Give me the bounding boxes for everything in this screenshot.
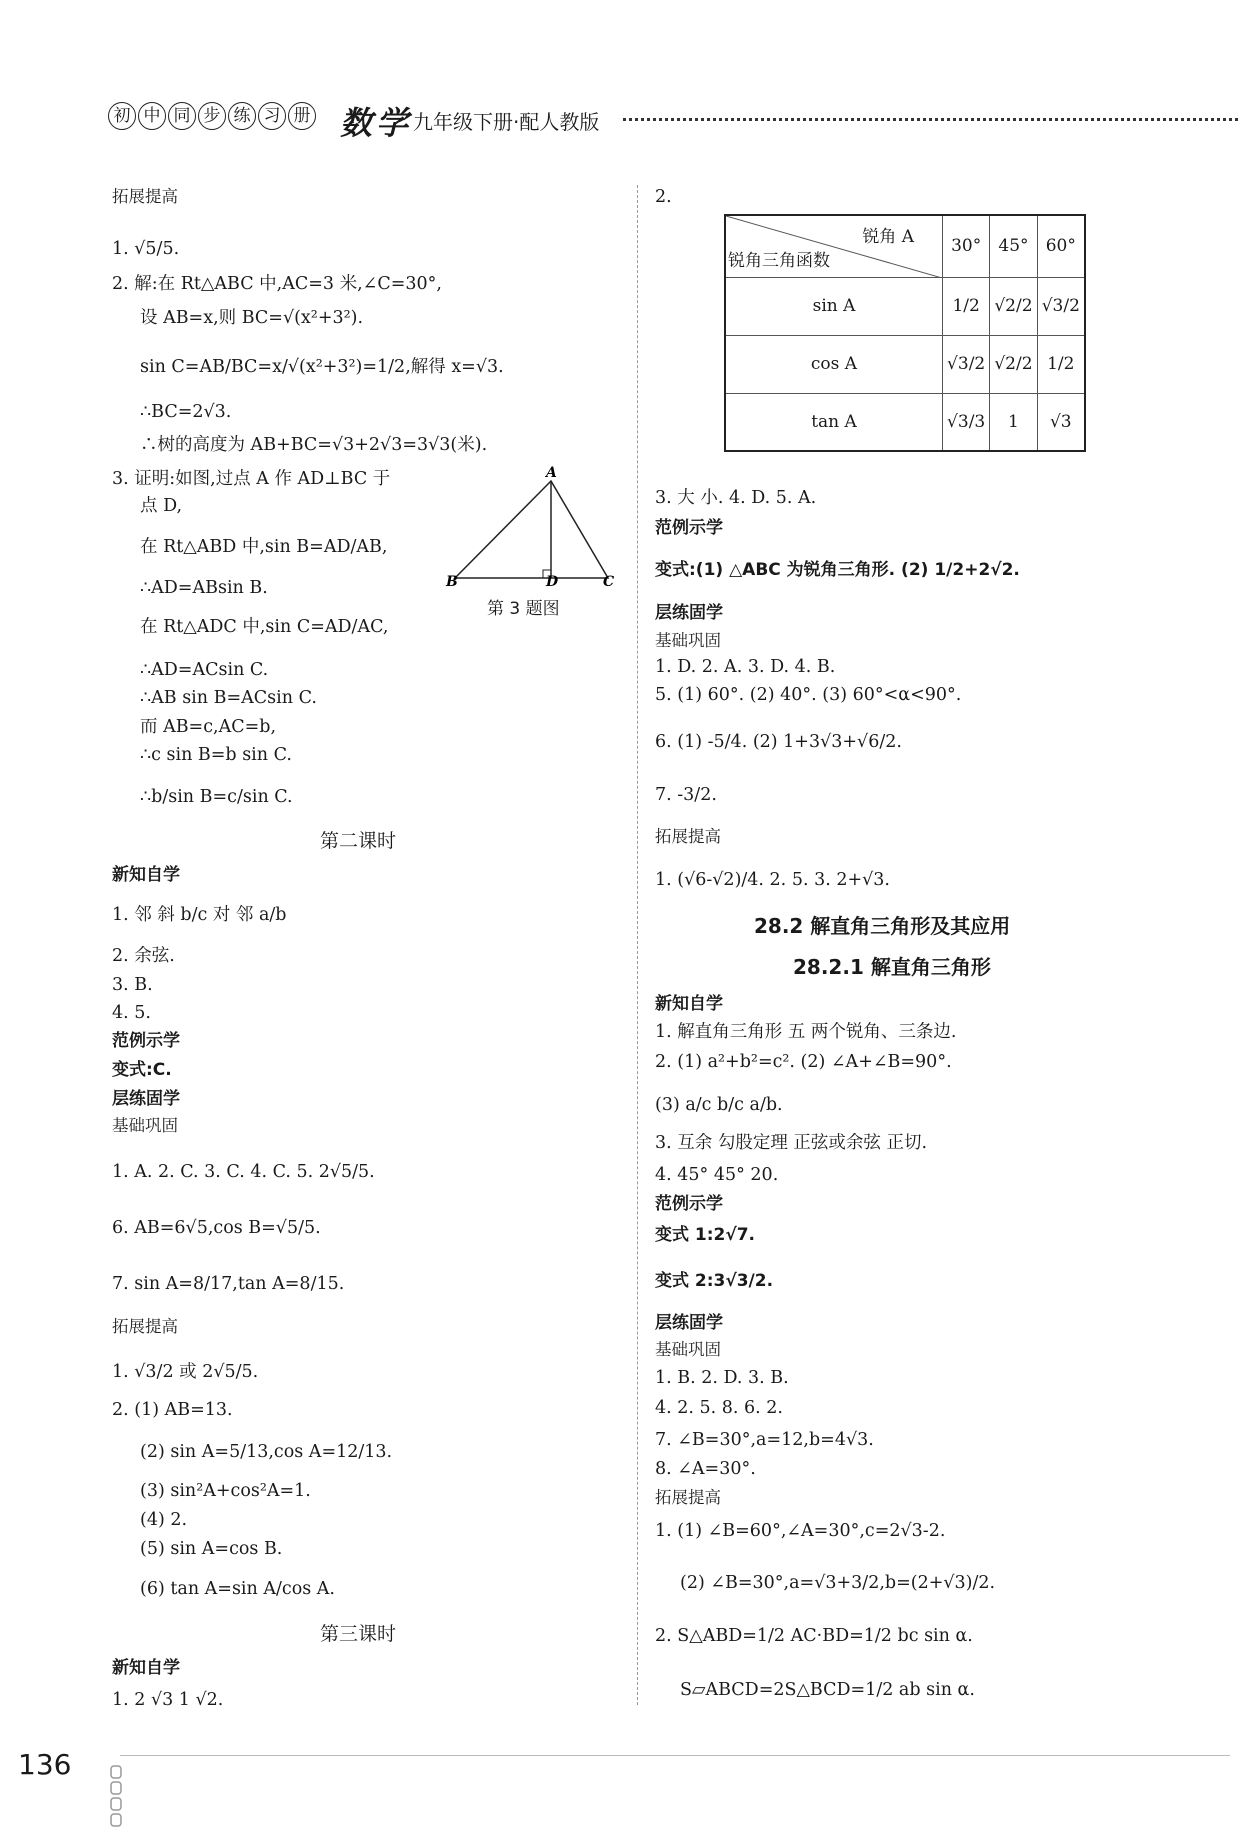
answer-line: 在 Rt△ABD 中,sin B=AD/AB, <box>140 537 388 557</box>
label-d: D <box>546 574 559 586</box>
column-divider <box>637 185 638 1705</box>
table-cell: 1 <box>990 393 1037 451</box>
answer-line: 变式 1:2√7. <box>655 1225 755 1245</box>
answer-line: 设 AB=x,则 BC=√(x²+3²). <box>140 308 364 328</box>
answer-line: 新知自学 <box>112 865 180 885</box>
answer-line: 4. 2. 5. 8. 6. 2. <box>655 1398 783 1418</box>
series-char: 中 <box>138 102 166 130</box>
answer-line: 2. S△ABD=1/2 AC·BD=1/2 bc sin α. <box>655 1626 973 1646</box>
answer-line: 1. 2 √3 1 √2. <box>112 1690 224 1710</box>
answer-line: 拓展提高 <box>112 1317 178 1336</box>
answer-line: 28.2.1 解直角三角形 <box>793 955 991 979</box>
answer-line: 范例示学 <box>655 1194 723 1214</box>
answer-line: 范例示学 <box>112 1031 180 1051</box>
page-number: 136 <box>18 1748 72 1781</box>
answer-line: 1. A. 2. C. 3. C. 4. C. 5. 2√5/5. <box>112 1162 375 1182</box>
answer-line: 1. √5/5. <box>112 239 180 259</box>
answer-line: 4. 45° 45° 20. <box>655 1165 779 1185</box>
series-title <box>108 102 316 130</box>
label-b: B <box>446 574 458 586</box>
answer-line: 点 D, <box>140 496 183 516</box>
answer-line: 2. <box>655 187 672 207</box>
answer-line: 6. (1) -5/4. (2) 1+3√3+√6/2. <box>655 732 902 752</box>
footer-ornament <box>109 1764 123 1834</box>
answer-line: 5. (1) 60°. (2) 40°. (3) 60°<α<90°. <box>655 685 962 705</box>
series-char: 练 <box>228 102 256 130</box>
answer-line: 3. 证明:如图,过点 A 作 AD⊥BC 于 <box>112 469 391 489</box>
answer-line: (3) sin²A+cos²A=1. <box>140 1481 311 1501</box>
answer-line: 7. sin A=8/17,tan A=8/15. <box>112 1274 345 1294</box>
answer-line: 6. AB=6√5,cos B=√5/5. <box>112 1218 321 1238</box>
table-cell: 1/2 <box>1037 335 1085 393</box>
answer-line: 基础巩固 <box>655 1340 721 1359</box>
footer-rule <box>120 1755 1230 1756</box>
series-char: 步 <box>198 102 226 130</box>
answer-line: 7. -3/2. <box>655 785 717 805</box>
answer-line: 1. 解直角三角形 五 两个锐角、三条边. <box>655 1022 957 1042</box>
answer-line: ∴b/sin B=c/sin C. <box>140 787 293 807</box>
subject-title: 数学 <box>340 104 413 142</box>
series-char: 册 <box>288 102 316 130</box>
answer-line: 基础巩固 <box>112 1116 178 1135</box>
answer-line: sin C=AB/BC=x/√(x²+3²)=1/2,解得 x=√3. <box>140 357 504 377</box>
answer-line: ∴AD=ABsin B. <box>140 578 268 598</box>
answer-line: ∴AD=ACsin C. <box>140 660 269 680</box>
series-char: 初 <box>108 102 136 130</box>
answer-line: (6) tan A=sin A/cos A. <box>140 1579 335 1599</box>
triangle-abc <box>455 481 608 578</box>
answer-line: 3. B. <box>112 975 153 995</box>
row-label: cos A <box>725 335 943 393</box>
answer-line: 变式:C. <box>112 1060 172 1080</box>
answer-line: 范例示学 <box>655 518 723 538</box>
table-cell: √3/2 <box>1037 277 1085 335</box>
answer-line: 层练固学 <box>112 1089 180 1109</box>
answer-line: ∴树的高度为 AB+BC=√3+2√3=3√3(米). <box>140 435 488 455</box>
answer-line: 第三课时 <box>320 1623 397 1645</box>
answer-line: ∴BC=2√3. <box>140 402 232 422</box>
table-cell: √3 <box>1037 393 1085 451</box>
answer-line: 8. ∠A=30°. <box>655 1459 756 1479</box>
header-dotted-rule <box>623 118 1238 121</box>
table-cell: √3/2 <box>943 335 990 393</box>
table-cell: 1/2 <box>943 277 990 335</box>
answer-line: 3. 大 小. 4. D. 5. A. <box>655 488 817 508</box>
grade-label: 九年级下册·配人教版 <box>413 110 600 134</box>
answer-line: (2) sin A=5/13,cos A=12/13. <box>140 1442 393 1462</box>
answer-line: 在 Rt△ADC 中,sin C=AD/AC, <box>140 617 389 637</box>
answer-line: 拓展提高 <box>655 1488 721 1507</box>
label-a: A <box>546 466 557 481</box>
trig-table <box>724 214 1086 452</box>
answer-line: 2. (1) a²+b²=c². (2) ∠A+∠B=90°. <box>655 1052 952 1072</box>
answer-line: 1. D. 2. A. 3. D. 4. B. <box>655 657 836 677</box>
table-cell: √2/2 <box>990 335 1037 393</box>
answer-line: 3. 互余 勾股定理 正弦或余弦 正切. <box>655 1133 928 1153</box>
table-corner <box>725 215 943 277</box>
answer-line: 2. (1) AB=13. <box>112 1400 233 1420</box>
row-label: tan A <box>725 393 943 451</box>
answer-line: 第二课时 <box>320 830 397 852</box>
series-char: 习 <box>258 102 286 130</box>
answer-line: 变式:(1) △ABC 为锐角三角形. (2) 1/2+2√2. <box>655 560 1020 580</box>
triangle-figure <box>440 466 620 586</box>
table-cell: √2/2 <box>990 277 1037 335</box>
figure-caption: 第 3 题图 <box>487 599 560 619</box>
angle-header: 45° <box>990 215 1037 277</box>
answer-line: 1. √3/2 或 2√5/5. <box>112 1362 259 1382</box>
row-label: sin A <box>725 277 943 335</box>
angle-header: 60° <box>1037 215 1085 277</box>
answer-line: 新知自学 <box>112 1658 180 1678</box>
answer-line: 1. B. 2. D. 3. B. <box>655 1368 789 1388</box>
answer-line: 拓展提高 <box>112 187 178 206</box>
answer-line: (5) sin A=cos B. <box>140 1539 283 1559</box>
answer-line: 1. (1) ∠B=60°,∠A=30°,c=2√3-2. <box>655 1521 946 1541</box>
answer-line: 1. 邻 斜 b/c 对 邻 a/b <box>112 905 287 925</box>
corner-top-label: 锐角 A <box>862 227 914 247</box>
answer-line: ∴AB sin B=ACsin C. <box>140 688 317 708</box>
answer-line: 而 AB=c,AC=b, <box>140 717 277 737</box>
answer-line: 拓展提高 <box>655 827 721 846</box>
answer-line: 28.2 解直角三角形及其应用 <box>754 914 1011 938</box>
answer-line: 变式 2:3√3/2. <box>655 1271 774 1291</box>
answer-line: 新知自学 <box>655 994 723 1014</box>
label-c: C <box>603 574 615 586</box>
answer-line: ∴c sin B=b sin C. <box>140 745 292 765</box>
answer-line: 1. (√6-√2)/4. 2. 5. 3. 2+√3. <box>655 870 890 890</box>
page-header <box>108 98 1238 142</box>
answer-line: (4) 2. <box>140 1510 188 1530</box>
answer-line: S▱ABCD=2S△BCD=1/2 ab sin α. <box>680 1680 975 1700</box>
answer-line: 7. ∠B=30°,a=12,b=4√3. <box>655 1430 874 1450</box>
corner-bottom-label: 锐角三角函数 <box>728 250 830 271</box>
answer-line: 2. 余弦. <box>112 946 175 966</box>
answer-line: 基础巩固 <box>655 631 721 650</box>
answer-line: 2. 解:在 Rt△ABC 中,AC=3 米,∠C=30°, <box>112 274 442 294</box>
series-char: 同 <box>168 102 196 130</box>
answer-line: (2) ∠B=30°,a=√3+3/2,b=(2+√3)/2. <box>680 1573 996 1593</box>
table-cell: √3/3 <box>943 393 990 451</box>
answer-line: 层练固学 <box>655 603 723 623</box>
answer-line: 层练固学 <box>655 1313 723 1333</box>
answer-line: 4. 5. <box>112 1003 151 1023</box>
angle-header: 30° <box>943 215 990 277</box>
answer-line: (3) a/c b/c a/b. <box>655 1095 783 1115</box>
